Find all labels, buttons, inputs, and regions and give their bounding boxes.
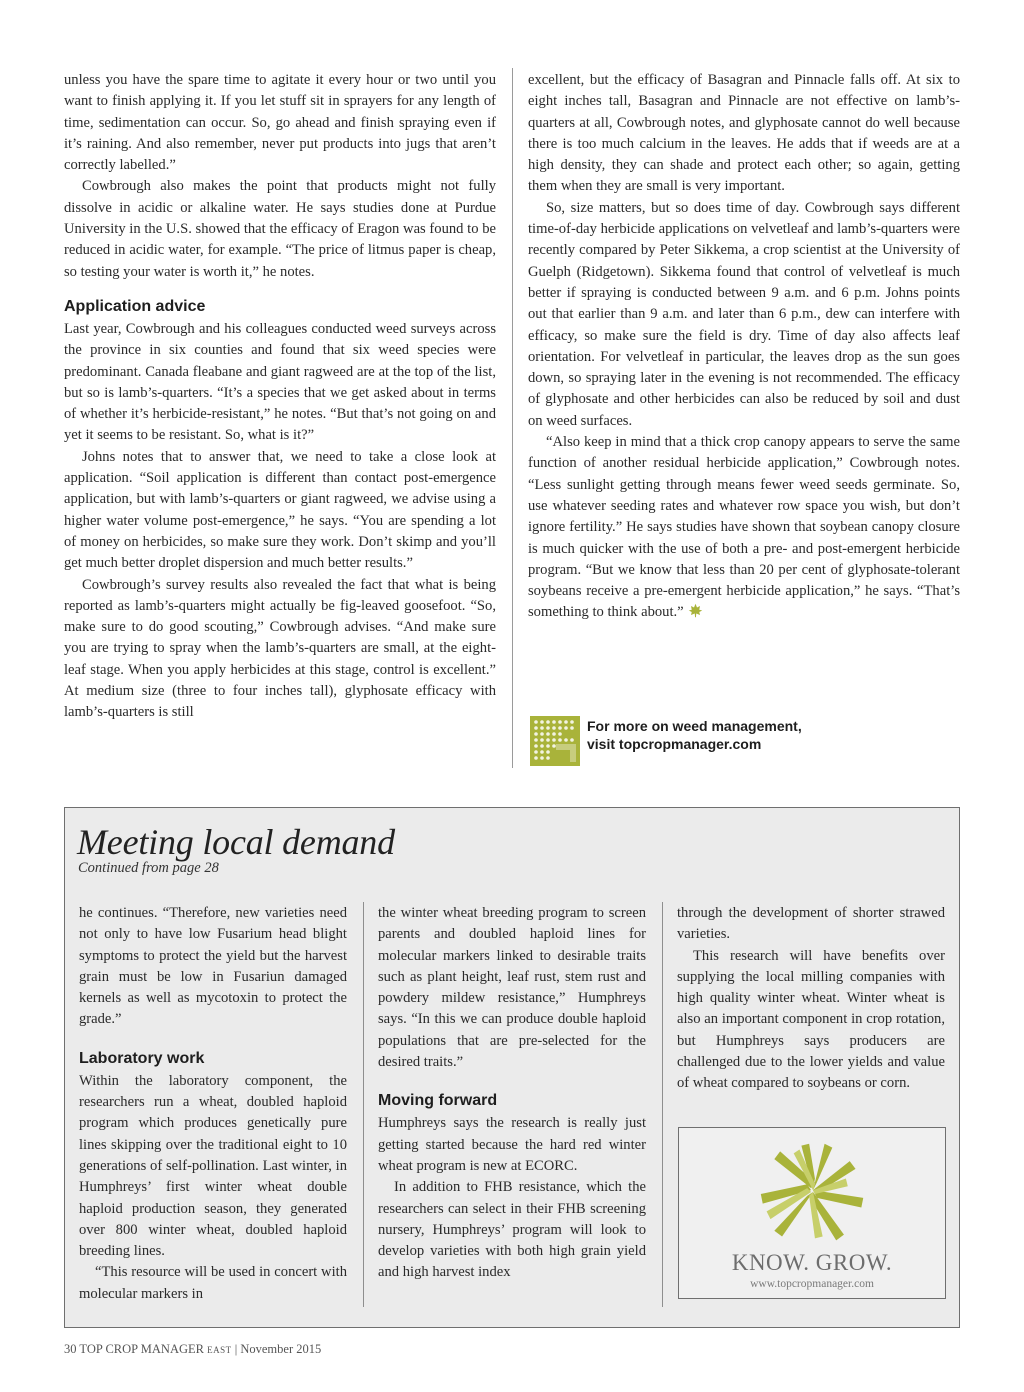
section-heading: Laboratory work [79,1049,205,1067]
sidebar-paragraph: This research will have benefits over supplying the local milling companies with high quality winter wheat. Winter wheat is also an important component in crop rotation, but Humphreys says producers are challenged due to the lower yields and value of wheat compared to soybeans or corn. [677,947,945,1092]
article-paragraph: Cowbrough also makes the point that products might not fully dissolve in acidic or alkaline water. He says studies done at Purdue University in the U.S. showed that the efficacy of Eragon was found to be reduced in acidic water, for example. “The price of litmus paper is cheap, so testing your water is worth it,” he notes. [64,178,496,280]
column-divider [512,68,513,768]
article-paragraph-text: “Also keep in mind that a thick crop canopy appears to serve the same function of another residual herbicide application,” Cowbrough notes. “Less sunlight getting through means fewer weed seeds germinate. So, use whatever seeding rates and whatever row space you wish, but don’t ignore fertility.” He says studies have shown that soybean canopy closure is much quicker with the use of both a pre- and post-emergent herbicide program. “But we know that less than 20 per cent of glyphosate-tolerant soybeans receive a pre-emergent herbicide application,” he says. “That’s something to think about.” [528,434,960,621]
article-paragraph: Cowbrough’s survey results also revealed the fact that what is being reported as lamb’s-quarters might actually be fig-leaved goosefoot. “So, make sure to do good scouting,” Cowbrough advises. “And make sure you are trying to spray when the lamb’s-quarters are small, at the eight-leaf stage. When you apply herbicides at this stage, control is excellent.” At medium size (three to four inches tall), glyphosate efficacy with lamb’s-quarters is still [64,576,496,721]
sidebar-column-3 [677,903,945,1095]
promo-link[interactable]: visit topcropmanager.com [587,736,762,752]
issue-date: November 2015 [240,1342,322,1356]
column-divider [662,902,663,1307]
promo-text [587,717,802,753]
sidebar-paragraph: through the development of shorter strawed varieties. [677,905,945,943]
section-heading: Moving forward [378,1092,498,1110]
topcrop-grid-logo-icon [530,716,580,766]
sidebar-column-1 [79,903,347,1305]
sidebar-meeting-local-demand [64,807,960,1328]
section-heading: Application advice [64,297,206,315]
sidebar-paragraph: In addition to FHB resistance, which the researchers can select in their FHB screening nursery, Humphreys’ program will look to develop varieties with both high grain yield and high harvest index [378,1179,646,1281]
article-paragraph: So, size matters, but so does time of day. Cowbrough says different time-of-day herbicide applications on velvetleaf and lamb’s-quarters were recently compared by Peter Sikkema, a crop scientist at the University of Guelph (Ridgetown). Sikkema found that control of velvetleaf is much better if spraying is conducted between 9 a.m. and 6 p.m. Johns points out that earlier than 9 a.m. and later than 6 p.m., dew can interfere with efficacy, so make sure the field is dry. Time of day also affects leaf orientation. For velvetleaf in particular, the leaves drop as the sun goes down, so spraying later in the evening is not recommended. The efficacy of glyphosate and other herbicides can also be reduced by soil and dust on weed surfaces. [528,199,960,429]
sidebar-column-2 [378,903,646,1284]
magazine-edition: EAST [207,1345,232,1355]
page-footer [64,1342,321,1357]
article-paragraph: Johns notes that to answer that, we need to take a close look at application. “Soil application is different than contact post-emergence application, but with lamb’s-quarters or giant ragweed, we advise using a higher water volume post-emergence,” he says. “You are spending a lot of money on herbicides, so make sure they work. Don’t skimp and you’ll get much better droplet dispersion and much better results.” [64,448,496,572]
magazine-name: TOP CROP MANAGER [79,1342,204,1356]
article-paragraph: unless you have the spare time to agitate it every hour or two until you want to finish applying it. If you let stuff sit in sprayers for any length of time, sedimentation can occur. So, go ahead and finish spraying even if it’s raining. And also remember, never put products into jugs that aren’t correctly labelled.” [64,72,496,174]
promo-weed-management[interactable] [530,716,950,768]
sidebar-paragraph: Humphreys says the research is really just getting started because the hard red winter wheat program is new at ECORC. [378,1115,646,1174]
maple-leaf-end-icon [688,603,703,618]
article-paragraph: Last year, Cowbrough and his colleagues conducted weed surveys across the province in six counties and found that six weed species were predominant. Canada fleabane and giant ragweed are at the top of the list, but so is lamb’s-quarters. “It’s a species that we get asked about in terms of whether it’s herbicide-resistant,” he notes. “But that’s not going on and yet it seems to be resistant. So, what is it?” [64,320,496,444]
promo-line: For more on weed management, [587,718,802,734]
sidebar-paragraph: Within the laboratory component, the researchers run a wheat, doubled haploid program which produces genetically pure lines skipping over the traditional eight to 10 generations of self-pollination. Last winter, in Humphreys’ first winter wheat double haploid production season, they generated over 800 winter wheat, doubled haploid breeding lines. [79,1072,347,1260]
footer-separator: | [234,1342,238,1356]
sidebar-title: Meeting local demand [77,822,395,862]
article-paragraph: excellent, but the efficacy of Basagran and Pinnacle falls off. At six to eight inches tall, Basagran and Pinnacle are not effective on lamb’s-quarters at all, Cowbrough notes, and glyphosate cannot do well because there is too much calcium in the leaves. He adds that if weeds are at a high density, they can shade and protect each other; so again, getting them when they are small is very important. [528,72,960,195]
wheat-star-logo-icon [755,1138,871,1248]
article-paragraph-last [528,432,960,624]
page-number: 30 [64,1342,77,1356]
article-column-right [528,70,960,624]
ad-url[interactable]: www.topcropmanager.com [750,1278,874,1290]
ad-slogan: KNOW. GROW. [731,1250,893,1275]
column-divider [363,902,364,1307]
sidebar-paragraph: “This resource will be used in concert with molecular markers in [79,1264,347,1302]
sidebar-paragraph: he continues. “Therefore, new varieties need not only to have low Fusarium head blight symptoms to protect the yield but the harvest grain must be low in Fusariun damaged kernels as well as mycotoxin to protect the grade.” [79,905,347,1028]
sidebar-paragraph: the winter wheat breeding program to screen parents and doubled haploid lines for molecular markers linked to desirable traits such as plant height, leaf rust, stem rust and powdery mildew resistance,” Humphreys says. “In this we can produce double haploid populations that are pre-selected for the desired traits.” [378,905,646,1071]
article-column-left [64,70,496,724]
know-grow-ad[interactable] [678,1127,946,1299]
sidebar-continued-line: Continued from page 28 [78,860,219,876]
